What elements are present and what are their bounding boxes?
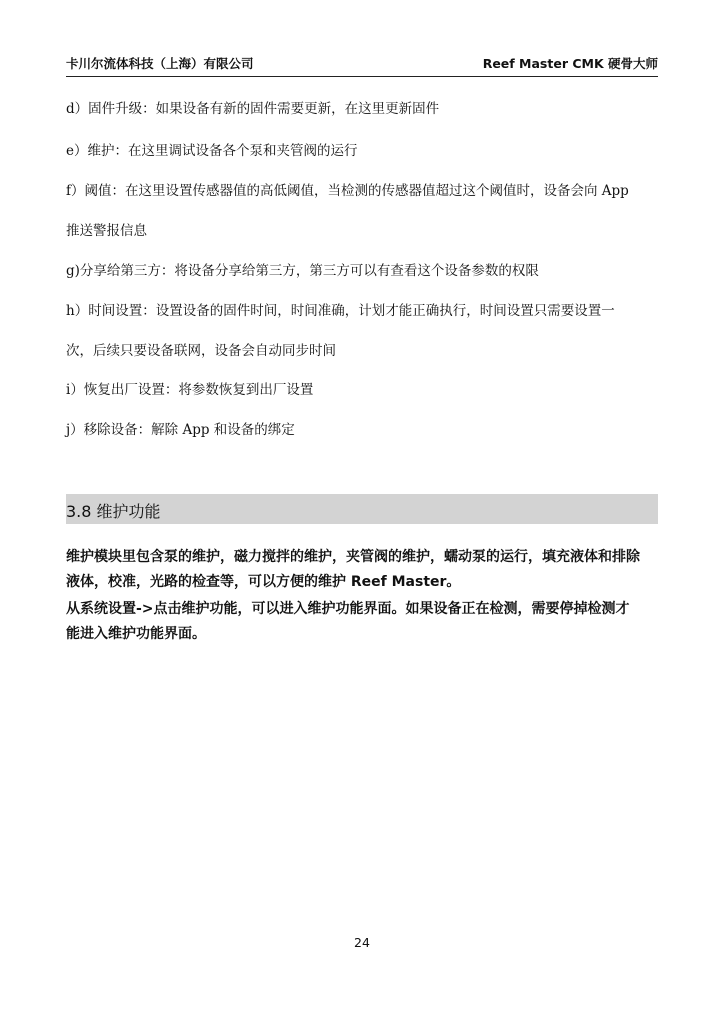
list-item-threshold-continued: 推送警报信息: [66, 223, 147, 239]
header-company: 卡川尔流体科技（上海）有限公司: [66, 56, 254, 71]
paragraph-line-2: 液体，校准，光路的检查等，可以方便的维护 Reef Master。: [66, 574, 461, 590]
header-product: Reef Master CMK 硬骨大师: [482, 56, 658, 71]
list-item-maintenance: e）维护：在这里调试设备各个泵和夹管阀的运行: [66, 143, 358, 159]
list-item-factory-reset: i）恢复出厂设置：将参数恢复到出厂设置: [66, 382, 314, 398]
page-number: 24: [354, 935, 370, 950]
paragraph-line-3: 从系统设置->点击维护功能，可以进入维护功能界面。如果设备正在检测，需要停掉检测才: [66, 601, 630, 617]
paragraph-line-1: 维护模块里包含泵的维护，磁力搅拌的维护，夹管阀的维护，蠕动泵的运行，填充液体和排除: [66, 549, 640, 565]
section-heading-bar: [66, 494, 658, 524]
list-item-share: g)分享给第三方：将设备分享给第三方，第三方可以有查看这个设备参数的权限: [66, 263, 539, 279]
page-header: [66, 50, 658, 77]
list-item-time-setting-continued: 次，后续只要设备联网，设备会自动同步时间: [66, 343, 336, 359]
section-title: 3.8 维护功能: [66, 502, 161, 521]
list-item-remove-device: j）移除设备：解除 App 和设备的绑定: [66, 422, 295, 438]
list-item-time-setting: h）时间设置：设置设备的固件时间，时间准确，计划才能正确执行，时间设置只需要设置一: [66, 303, 615, 319]
list-item-firmware: d）固件升级：如果设备有新的固件需要更新，在这里更新固件: [66, 101, 440, 117]
paragraph-line-4: 能进入维护功能界面。: [66, 626, 206, 642]
list-item-threshold: f）阈值：在这里设置传感器值的高低阈值，当检测的传感器值超过这个阈值时，设备会向 App: [66, 183, 629, 199]
